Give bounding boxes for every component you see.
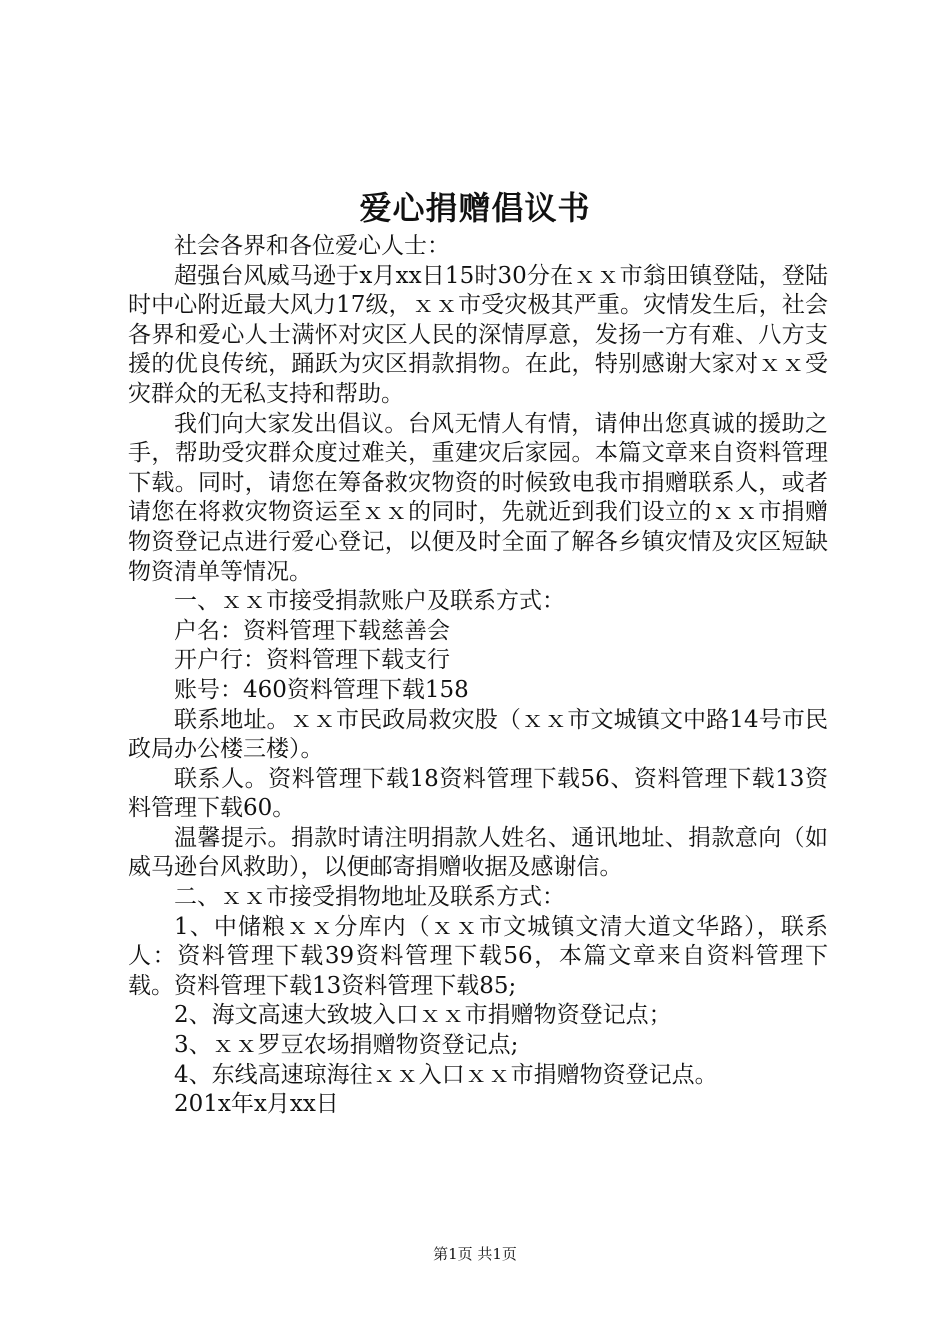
section-heading-goods-address: 二、ｘｘ市接受捐物地址及联系方式： (174, 884, 565, 911)
document-body (128, 232, 828, 1120)
goods-point-4: 4、东线高速琼海往ｘｘ入口ｘｘ市捐赠物资登记点。 (174, 1061, 718, 1088)
paragraph-appeal: 我们向大家发出倡议。台风无情人有情，请伸出您真诚的援助之手，帮助受灾群众度过难关，重建灾后家园。本篇文章来自资料管理下载。同时，请您在筹备救灾物资的时候致电我市捐赠联系人，或者请您在将救灾物资运至ｘｘ的同时，先就近到我们设立的ｘｘ市捐赠物资登记点进行爱心登记，以便及时全面了解各乡镇灾情及灾区短缺物资清单等情况。 (128, 410, 828, 585)
paragraph-disaster: 超强台风威马逊于x月xx日15时30分在ｘｘ市翁田镇登陆，登陆时中心附近最大风力17级，ｘｘ市受灾极其严重。灾情发生后，社会各界和爱心人士满怀对灾区人民的深情厚意，发扬一方有难、八方支援的优良传统，踊跃为灾区捐款捐物。在此，特别感谢大家对ｘｘ受灾群众的无私支持和帮助。 (128, 262, 828, 407)
reminder: 温馨提示。捐款时请注明捐款人姓名、通讯地址、捐款意向（如威马逊台风救助），以便邮寄捐赠收据及感谢信。 (128, 824, 828, 881)
section-heading-donation-account: 一、ｘｘ市接受捐款账户及联系方式： (174, 588, 565, 615)
contact-address: 联系地址。ｘｘ市民政局救灾股（ｘｘ市文城镇文中路14号市民政局办公楼三楼）。 (128, 706, 828, 763)
contact-person: 联系人。资料管理下载18资料管理下载56、资料管理下载13资料管理下载60。 (128, 765, 828, 822)
goods-point-1: 1、中储粮ｘｘ分库内（ｘｘ市文城镇文清大道文华路），联系人：资料管理下载39资料管理下载56，本篇文章来自资料管理下载。资料管理下载13资料管理下载85; (128, 913, 828, 999)
account-bank: 开户行：资料管理下载支行 (174, 647, 450, 674)
document-title: 爱心捐赠倡议书 (359, 189, 591, 227)
salutation: 社会各界和各位爱心人士： (174, 233, 450, 259)
account-number: 账号：460资料管理下载158 (174, 676, 469, 703)
goods-point-3: 3、ｘｘ罗豆农场捐赠物资登记点; (174, 1032, 519, 1059)
account-name: 户名：资料管理下载慈善会 (174, 617, 450, 644)
document-date: 201x年x月xx日 (174, 1091, 339, 1118)
goods-point-2: 2、海文高速大致坡入口ｘｘ市捐赠物资登记点； (174, 1002, 672, 1029)
page-footer: 第1页 共1页 (433, 1245, 517, 1263)
